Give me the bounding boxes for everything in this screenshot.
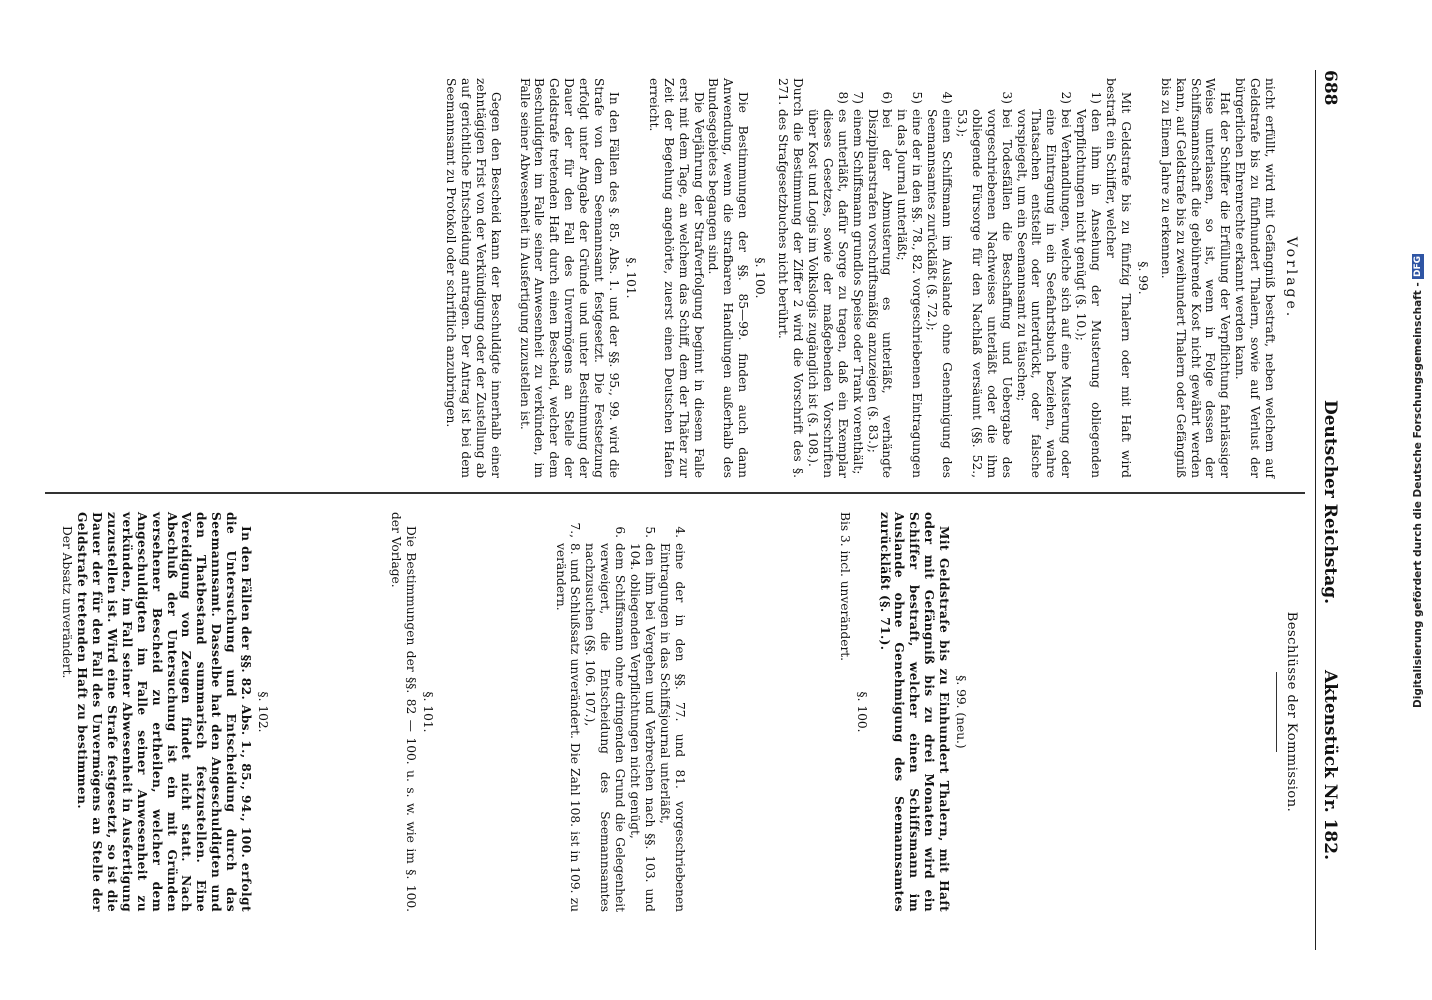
column-title-vorlage: Vorlage. [1283,236,1299,320]
blank-space [443,512,553,912]
header-document-number: Aktenstück Nr. 182. [1320,670,1340,861]
paragraph-99-tail: Durch die Bestimmung der Ziffer 2 wird die Vorschrift des §. 271. des Strafgesetzbuches nicht berührt. [776,78,805,478]
page-number: 688 [1320,70,1340,106]
blank-space [687,512,837,912]
paragraph-intro: nicht erfüllt, wird mit Gefängniß bestraft, neben welchem auf Geldstrafe bis zu fünfhundert Thalern, sowie auf Verlust der bürgerlichen Ehrenrechte erkannt werden kann. [1233,78,1278,478]
title-rule [1276,672,1277,752]
digitization-credit [1412,8,1430,708]
section-heading-100: §. 100. [753,257,768,299]
list-item: 7) einem Schiffsmann grundlos Speise oder Trank vorenthält; [850,91,865,475]
column-vorlage [443,78,1300,478]
paragraph-99-intro: Mit Geldstrafe bis zu fünfzig Thalern oder mit Haft wird bestraft ein Schiffer, welcher [1104,78,1133,478]
section-heading-102: §. 102. [255,691,270,733]
paragraph-102-tail: Der Absatz unverändert. [60,526,75,679]
column-title-kommission: Beschlüsse der Kommission. [1284,611,1299,813]
paragraph-101: Die Bestimmungen der §§. 82 — 100. u. s. w. wie im §. 100. der Vorlage. [388,512,418,912]
list-item: 6. dem Schiffsmann ohne dringenden Grund die Gelegenheit verweigert, die Entscheidung des Seemannsamtes nachzusuchen (§§. 106. 107.), [583,526,628,912]
paragraph-schiffer: Hat der Schiffer die Erfüllung der Verpflichtung fahrlässiger Weise unterlassen, so ist, wenn in Folge dessen der Schiffsmannschaft die gebührende Kost nicht gewährt werden kann, auf Geldstrafe bis zu zweihundert Thalern oder Gefängniß bis zu Einem Jahre zu erkennen. [1158,78,1233,478]
section-heading-99: §. 99. [1135,261,1150,295]
list-100 [553,512,687,912]
list-item: 1) den ihm in Ansehung der Musterung obliegenden Verpflichtungen nicht genügt (§. 10.); [1074,91,1104,478]
paragraph-101-2: Gegen den Bescheid kann der Beschuldigte innerhalb einer zehntägigen Frist von der Verkündigung oder der Zustellung ab auf gerichtliche Entscheidung antragen. Der Antrag ist bei dem Seemannsamt zu Protokoll oder schriftlich anzubringen. [443,78,503,478]
paragraph-100-1: Die Bestimmungen der §§. 85—99. finden auch dann Anwendung, wenn die strafbaren Handlungen außerhalb des Bundesgebietes begangen sind. [706,78,751,478]
paragraph-100: Bis 3. incl. unverändert. [837,512,852,662]
list-99 [805,78,1103,478]
list-item: 3) bei Todesfällen die Beschaffung und Uebergabe des vorgeschriebenen Nachweises unterläßt oder die ihm obliegende Fürsorge für den Nachlaß versäumt (§§. 52., 53.); [954,91,1014,478]
list-item: 6) bei der Abmusterung es unterläßt, verhängte Disziplinarstrafen vorschriftsmäßig anzuzeigen (§. 83.); [865,91,895,478]
paragraph-102: In den Fällen der §§. 82. Abs. 1., 85., 94., 100. erfolgt die Untersuchung und Entscheidung durch das Seemannsamt. Dasselbe hat den Angeschuldigten und den Thatbestand summarisch festzustellen. Eine Vereidigung von Zeugen findet nicht statt. Nach Abschluß der Untersuchung ist ein mit Gründen versehener Bescheid zu ertheilen, welcher dem Angeschuldigten im Falle seiner Anwesenheit zu verkünden, im Fall seiner Abwesenheit in Ausfertigung zuzustellen ist. Wird eine Strafe festgesetzt, so ist die Dauer der für den Fall des Unvermögens an Stelle der Geldstrafe tretenden Haft zu bestimmen. [75,512,254,912]
list-item: 2) bei Verhandlungen, welche sich auf eine Musterung oder eine Eintragung in ein Seefahrtsbuch beziehen, wahre Thatsachen entstellt oder unterdrückt, oder falsche vorspiegelt, um ein Seemannsamt zu täuschen; [1014,91,1074,478]
paragraph-101-1: In den Fällen des §. 85. Abs. 1. und der §§. 95., 99. wird die Strafe von dem Seemannsamt festgesetzt. Die Festsetzung erfolgt unter Angabe der Gründe und unter Bestimmung der Dauer der für den Fall des Unvermögens an Stelle der Geldstrafe tretenden Haft durch einen Bescheid, welcher dem Beschuldigten im Falle seiner Anwesenheit zu verkünden, im Falle seiner Abwesenheit in Ausfertigung zuzustellen ist. [517,78,622,478]
paragraph-99-neu: Mit Geldstrafe bis zu Einhundert Thalern, mit Haft oder mit Gefängniß bis zu drei Monaten wird ein Schiffer bestraft, welcher einen Schiffsmann im Auslande ohne Genehmigung des Seemannsamtes zurückläßt (§. 71.). [877,512,952,912]
section-heading-101: §. 101. [623,257,638,299]
list-item: 4. eine der in den §§. 77. und 81. vorgeschriebenen Eintragungen in das Schiffsjournal unterläßt, [657,526,687,912]
list-item: 8) es unterläßt, dafür Sorge zu tragen, daß ein Exemplar dieses Gesetzes, sowie der maßgebenden Vorschriften über Kost und Logis im Volkslogis zugänglich ist (§. 108.). [805,91,850,478]
section-heading-99-neu: §. 99. (neu.) [954,675,969,749]
blank-space [278,512,388,912]
section-heading-101: §. 101. [420,691,435,733]
column-kommission [59,512,1300,912]
paragraph-100-2: Die Verjährung der Strafverfolgung beginnt in diesem Falle erst mit dem Tage, an welchem das Schiff, dem der Thäter zur Zeit der Begehung angehörte, zuerst einen Deutschen Hafen erreicht. [646,78,706,478]
blank-space [976,512,1276,912]
list-item: 5. den ihm bei Vergehen und Verbrechen nach §§. 103. und 104. obliegenden Verpflichtungen nicht genügt, [628,526,658,912]
list-item: 5) eine der in den §§. 78., 82. vorgeschriebenen Eintragungen in das Journal unterläßt; [895,91,925,478]
list-item: 7., 8. und Schlußsatz unverändert. Die Zahl 108. ist in 109. zu verändern. [553,522,583,912]
section-heading-100: §. 100. [854,691,869,733]
column-divider [45,492,1305,494]
page-header [1315,70,1346,950]
header-publication: Deutscher Reichstag. [1320,400,1340,605]
list-item: 4) einen Schiffsmann im Auslande ohne Genehmigung des Seemannsamtes zurückläßt (§. 72.); [925,91,955,478]
dfg-logo: DFG [1413,255,1423,277]
dfg-credit-text: Digitalisierung gefördert durch die Deutsche Forschungsgemeinschaft - [1412,282,1424,708]
